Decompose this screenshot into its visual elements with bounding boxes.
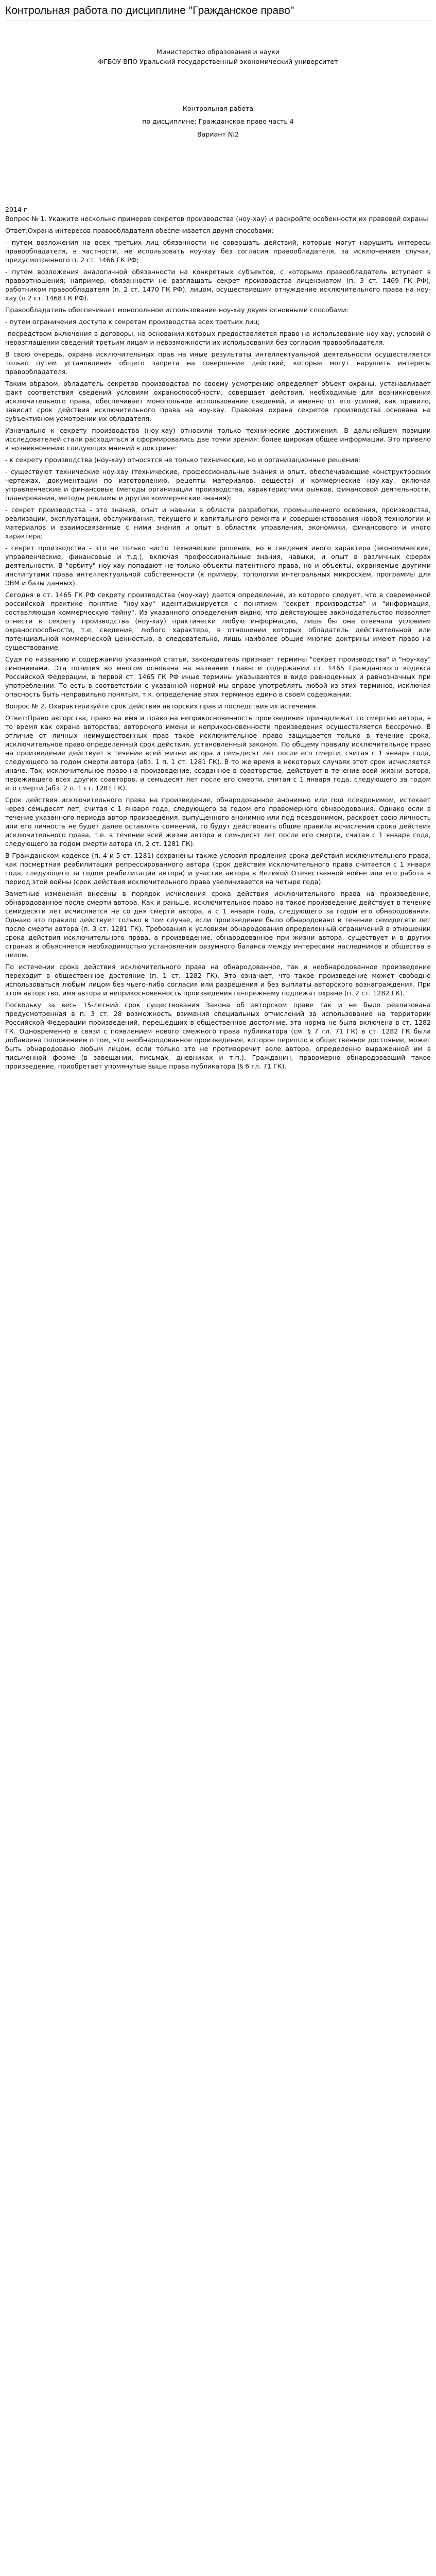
university-line: ФГБОУ ВПО Уральский государственный экономический университет — [98, 58, 338, 65]
paragraph: Заметные изменения внесены в порядок исчисления срока действия исключительного права на произведение, обнародованное после смерти автора. Как и раньше, исключительное право на такое произведение действует в течение семидесяти лет исчисляется не со дня смерти автора, а с 1 января года, следующего за годом его обнародования. Однако это правило действует только в том случае, если произведение было обнародовано в течение семидесяти лет после смерти автора (п. 3 ст. 1281 ГК). Требования к условиям обнародования определенный ограничений в отношении срока действия исключительного права, а произведение, обнародованное при жизни автора, существует и в других странах и объясняется необходимостью установления разумного баланса между интересами наследников и общества в целом. — [5, 890, 431, 959]
discipline-line: по дисциплине: Гражданское право часть 4 — [142, 117, 294, 125]
work-title-block — [5, 104, 431, 139]
question-2-answer: Ответ:Право авторства, право на имя и право на неприкосновенность произведения принадлежат со смертью автора, в то время как охрана авторства, авторского имени и неприкосновенности произведения осуществляется бессрочно. В отличие от личных неимущественных прав такое исключительное право защищается только в течение срока, исключительное право определенный срок действия, установленный законом. По общему правилу исключительное право на произведение действует в течение всей жизни автора и семьдесят лет после его смерти, считая с 1 января года, следующего за годом смерти автора (абз. 1 п. 1 ст. 1281 ГК). В то же время в некоторых случаях этот срок исчисляется иначе. Так, исключительное право на произведение, созданное в соавторстве, действует в течение всей жизни автора, пережившего всех других соавторов, и семьдесят лет после его смерти, считая с 1 января года, следующего за годом его смерти (абз. 2 п. 1 ст. 1281 ГК). — [5, 714, 431, 792]
ministry-line: Министерство образования и науки — [156, 48, 280, 56]
paragraph: Судя по названию и содержанию указанной статьи, законодатель признает термины "секрет производства" и "ноу-хау" синонимами. Эта позиция во многом основана на названии главы и содержании ст. 1465 Гражданского кодекса Российской Федерации, в первой ст. 1465 ГК РФ иные термины указываются в виде равноценных и равнозначных при употреблении. То есть в соответствии с указанной нормой мы вправе употреблять любой из этих терминов, исключая опасность быть неправильно понятым, т.к. определение этих терминов едино в своем содержании. — [5, 655, 431, 698]
document-body — [5, 205, 431, 1071]
paragraph: - секрет производства - это не только чисто технические решения, но и сведения иного характера (экономические, управленческие, финансовые и т.д.), включая профессиональные знания, навыки, и опыт в различных сферах деятельности. В "орбиту" ноу-хау попадают не только объекты патентного права, но и объекты, охраняемые другими институтами права интеллектуальной собственности (к примеру, топологии интегральных микросхем, программы для ЭВМ и базы данных). — [5, 544, 431, 587]
paragraph: Поскольку за весь 15-летний срок существования Закона об авторском праве так и не было реализована предусмотренная в п. 3 ст. 28 возможность взимания специальных отчислений за использование на территории Российской Федерации произведений, перешедших в общественное достояние, эта норма не была включена в ст. 1282 ГК. Одновременно в связи с появлением нового смежного права публикатора (см. § 7 гл. 71 ГК) в ст. 1282 ГК была добавлена положением о том, что необнародованное произведение, которое перешло в общественное достояние, может быть обнародовано любым лицом, если только это не противоречит воле автора, определенно выраженной им в письменной форме (в завещании, письмах, дневниках и т.п.). Гражданин, правомерно обнародовавший такое произведение, приобретает упомянутые выше права публикатора (§ 6 гл. 71 ГК). — [5, 1001, 431, 1070]
page-heading: Контрольная работа по дисциплине "Гражданское право" — [5, 5, 294, 16]
question-2-title: Вопрос № 2. Охарактеризуйте срок действия авторских прав и последствия их истечения. — [5, 702, 318, 710]
paragraph: В Гражданском кодексе (п. 4 и 5 ст. 1281) сохранены также условия продления срока действия исключительного права, как посмертная реабилитация репрессированного автора (срок действия исключительного права считается с 1 января года, следующего за годом реабилитации автора) и участие автора в Великой Отечественной войне или его работа в период этой войны (срок действия исключительного права увеличивается на четыре года). — [5, 852, 431, 886]
doc-type-line: Контрольная работа — [182, 105, 254, 112]
paragraph: - путем возложения на всех третьих лиц обязанности не совершать действий, которые могут нарушить интересы правообладателя, в частности, не использовать ноу-хау без согласия правообладателя, за исключением случая, предусмотренного п. 2 ст. 1466 ГК РФ; — [5, 239, 431, 264]
question-1-answer-intro: Ответ:Охрана интересов правообладателя обеспечивается двумя способами: — [5, 227, 274, 234]
paragraph: Изначально к секрету производства (ноу-хау) относили только технические достижения. В дальнейшем позиции исследователей стали расходиться и сформировались две точки зрения: более широкая общее информации. Это привело к возникновению следующих мнений в доктрине: — [5, 427, 431, 452]
paragraph: -посредством включения в договоры, на основании которых предоставляется право на использование ноу-хау, условий о неразглашении сведений третьим лицам и невозможности их использования без согласия правообладателя. — [5, 330, 431, 346]
paragraph: - существуют технические ноу-хау (технические, профессиональные знания и опыт, обеспечивающие конструкторских чертежах, документации по изготовлению, рецепты материалов, веществ) и коммерческие ноу-хау, включая управленческие и финансовые (методы организации производства, характеристики рынков, финансовой деятельности, планирования, методы рекламы и другие коммерческие знания); — [5, 468, 431, 502]
year-line: 2014 г — [5, 206, 27, 213]
paragraph: - путем возложения аналогичной обязанности на конкретных субъектов, с которыми правообладатель вступает в правоотношения; например, обязанности не разглашать секрет производства лицензиатом (п. 3 ст. 1469 ГК РФ), работником правообладателя (п. 2 ст. 1470 ГК РФ), лицом, осуществившим отчуждение исключительного права на ноу-хау (п 2 ст. 1468 ГК РФ). — [5, 268, 431, 302]
paragraph: Таким образом, обладатель секретов производства по своему усмотрению определяет объект охраны, устанавливает факт соответствия сведений условиям охраноспособности, совершает действия, необходимые для возникновения исключительного права, обеспечивает монопольное использование сведений, и именно от его усилий, как правило, зависит срок действия исключительного права на ноу-хау. Правовая охрана секретов производства основана на субъективном усмотрении их обладателя. — [5, 380, 431, 422]
paragraph: - путем ограничения доступа к секретам производства всех третьих лиц; — [5, 318, 260, 326]
paragraph: - секрет производства - это знания, опыт и навыки в области разработки, промышленного освоения, производства, реализации, эксплуатации, обслуживания, текущего и капитального ремонта и совершенствования новой технологии и материалов и взаимосвязанные с ними знания и опыт в областях управления, экономики, финансового и иного характера; — [5, 506, 431, 540]
paragraph: В свою очередь, охрана исключительных прав на иные результаты интеллектуальной деятельности осуществляется только путем установления общего запрета на совершение действий, которые могут нарушить интересы правообладателя. — [5, 350, 431, 376]
paragraph: Правообладатель обеспечивает монопольное использование ноу-хау двумя основными способами: — [5, 306, 348, 314]
variant-line: Вариант №2 — [197, 130, 239, 138]
paragraph: По истечении срока действия исключительного права на обнародованное, так и необнародованное произведение переходит в общественное достояние (п. 1 ст. 1282 ГК). Это означает, что такое произведение может свободно использоваться любым лицом без чьего-либо согласия или разрешения и без выплаты авторского вознаграждения. При этом авторство, имя автора и неприкосновенность произведения по-прежнему подлежат охране (п. 2 ст. 1282 ГК). — [5, 963, 431, 997]
paragraph: Срок действия исключительного права на произведение, обнародованное анонимно или под псевдонимом, истекает через семьдесят лет, считая с 1 января года, следующего за годом его правомерного обнародования. Однако если в течение указанного периода автор произведения, выпущенного анонимно или под псевдонимом, раскроет свою личность или его личность не будет далее оставлять сомнений, то будут действовать общие правила исчисления срока действия исключительного права, т.е. в течение всей жизни автора и семьдесят лет после его смерти, считая с 1 января года, следующего за годом смерти автора (п. 2 ст. 1281 ГК). — [5, 796, 431, 848]
paragraph: Сегодня в ст. 1465 ГК РФ секрету производства (ноу-хау) дается определение, из которого следует, что в современной российской практике понятие "ноу-хау" идентифицируется с понятием "секрет производства" и "информация, составляющая коммерческую тайну". Из указанного определения видно, что действующее законодательство позволяет отнести к секрету производства (ноу-хау) практически любую информацию, лишь бы она отвечала условиям охраноспособности, т.е. сведения, любого характера, в отношении которых обладатель действительной или потенциальной коммерческой ценностью, а следовательно, лишь наиболее общие многие доктрины имеют право на существование. — [5, 591, 431, 651]
document-page — [0, 0, 436, 1089]
question-1-title: Вопрос № 1. Укажите несколько примеров секретов производства (ноу-хау) и раскройте особенности их правовой охраны — [5, 215, 428, 223]
title-block — [5, 47, 431, 66]
paragraph: - к секрету производства (ноу-хау) относятся не только технические, но и организационные решения: — [5, 456, 361, 464]
